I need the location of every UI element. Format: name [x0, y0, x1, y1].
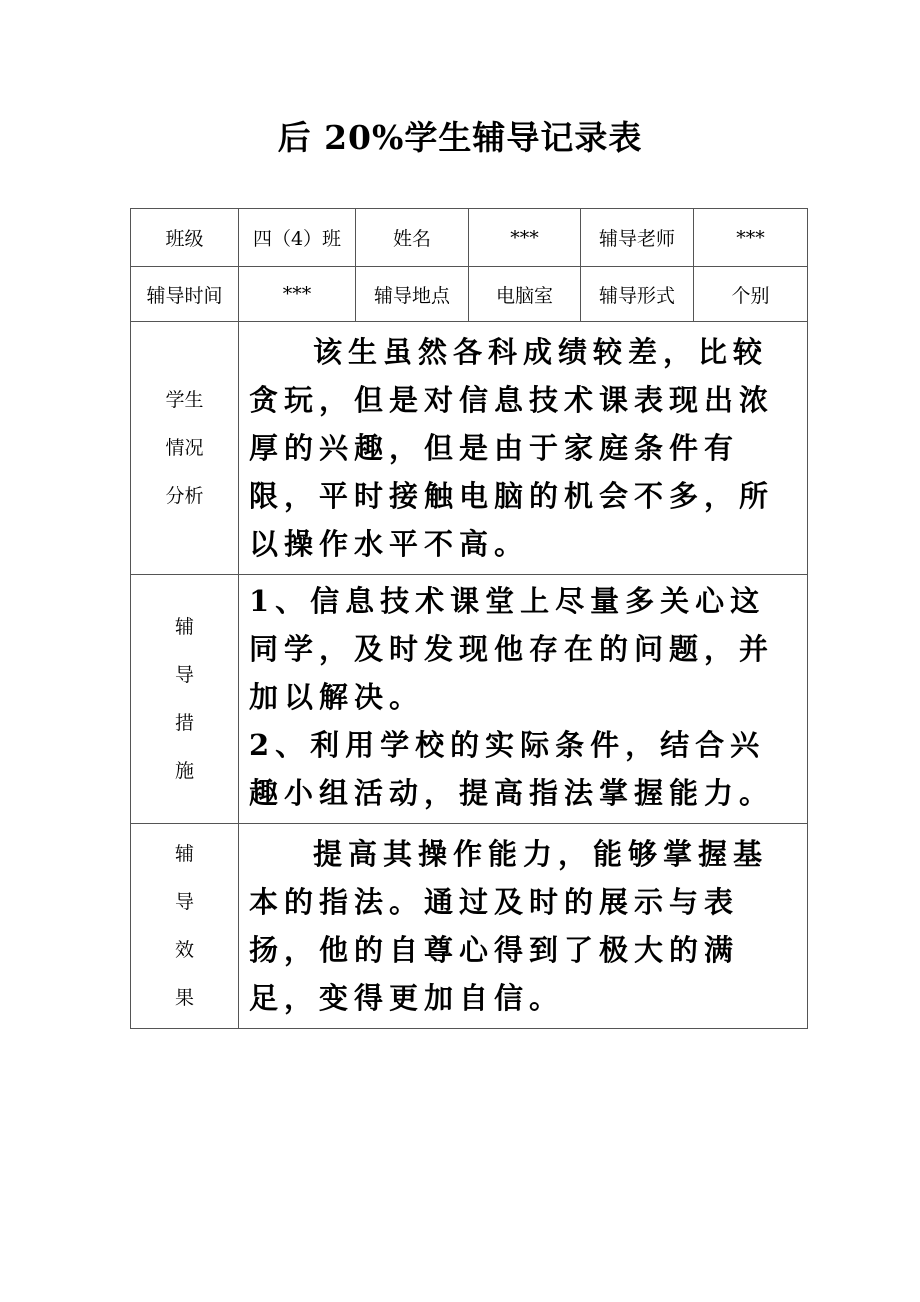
class-value: 四（4）班	[239, 209, 356, 267]
analysis-text: 该生虽然各科成绩较差，比较贪玩，但是对信息技术课表现出浓厚的兴趣，但是由于家庭条件有限，平时接触电脑的机会不多，所以操作水平不高。	[249, 335, 775, 561]
table-row	[131, 575, 808, 824]
effect-label-line: 果	[174, 987, 194, 1009]
time-label: 辅导时间	[131, 267, 239, 322]
effect-text-cell	[239, 824, 808, 1029]
place-label: 辅导地点	[356, 267, 469, 322]
measures-label-line: 导	[174, 664, 194, 686]
place-value: 电脑室	[469, 267, 581, 322]
effect-label-line: 导	[174, 891, 194, 913]
name-value: ***	[469, 209, 581, 267]
form-value: 个别	[694, 267, 808, 322]
analysis-label-line: 分析	[165, 485, 204, 507]
table-row	[131, 824, 808, 1029]
form-label: 辅导形式	[581, 267, 694, 322]
effect-text: 提高其操作能力，能够掌握基本的指法。通过及时的展示与表扬，他的自尊心得到了极大的满足，变得更加自信。	[249, 837, 769, 1015]
tutoring-record-table	[130, 208, 808, 1029]
page-title: 后 20%学生辅导记录表	[277, 118, 643, 157]
analysis-label-line: 情况	[165, 437, 204, 459]
analysis-label	[131, 322, 239, 575]
effect-label-line: 辅	[174, 843, 194, 865]
measures-label	[131, 575, 239, 824]
measures-item: 1、信息技术课堂上尽量多关心这同学，及时发现他存在的问题，并加以解决。	[249, 584, 775, 714]
measures-label-line: 措	[174, 712, 194, 734]
analysis-label-line: 学生	[165, 389, 204, 411]
analysis-text-cell	[239, 322, 808, 575]
measures-label-line: 辅	[174, 616, 194, 638]
teacher-label: 辅导老师	[581, 209, 694, 267]
measures-label-line: 施	[174, 760, 194, 782]
table-row	[131, 267, 808, 322]
measures-item: 2、利用学校的实际条件，结合兴趣小组活动，提高指法掌握能力。	[249, 728, 775, 810]
class-label: 班级	[131, 209, 239, 267]
name-label: 姓名	[356, 209, 469, 267]
effect-label-line: 效	[174, 939, 194, 961]
table-row	[131, 322, 808, 575]
teacher-value: ***	[694, 209, 808, 267]
measures-text-cell	[239, 575, 808, 824]
table-row	[131, 209, 808, 267]
effect-label	[131, 824, 239, 1029]
time-value: ***	[239, 267, 356, 322]
